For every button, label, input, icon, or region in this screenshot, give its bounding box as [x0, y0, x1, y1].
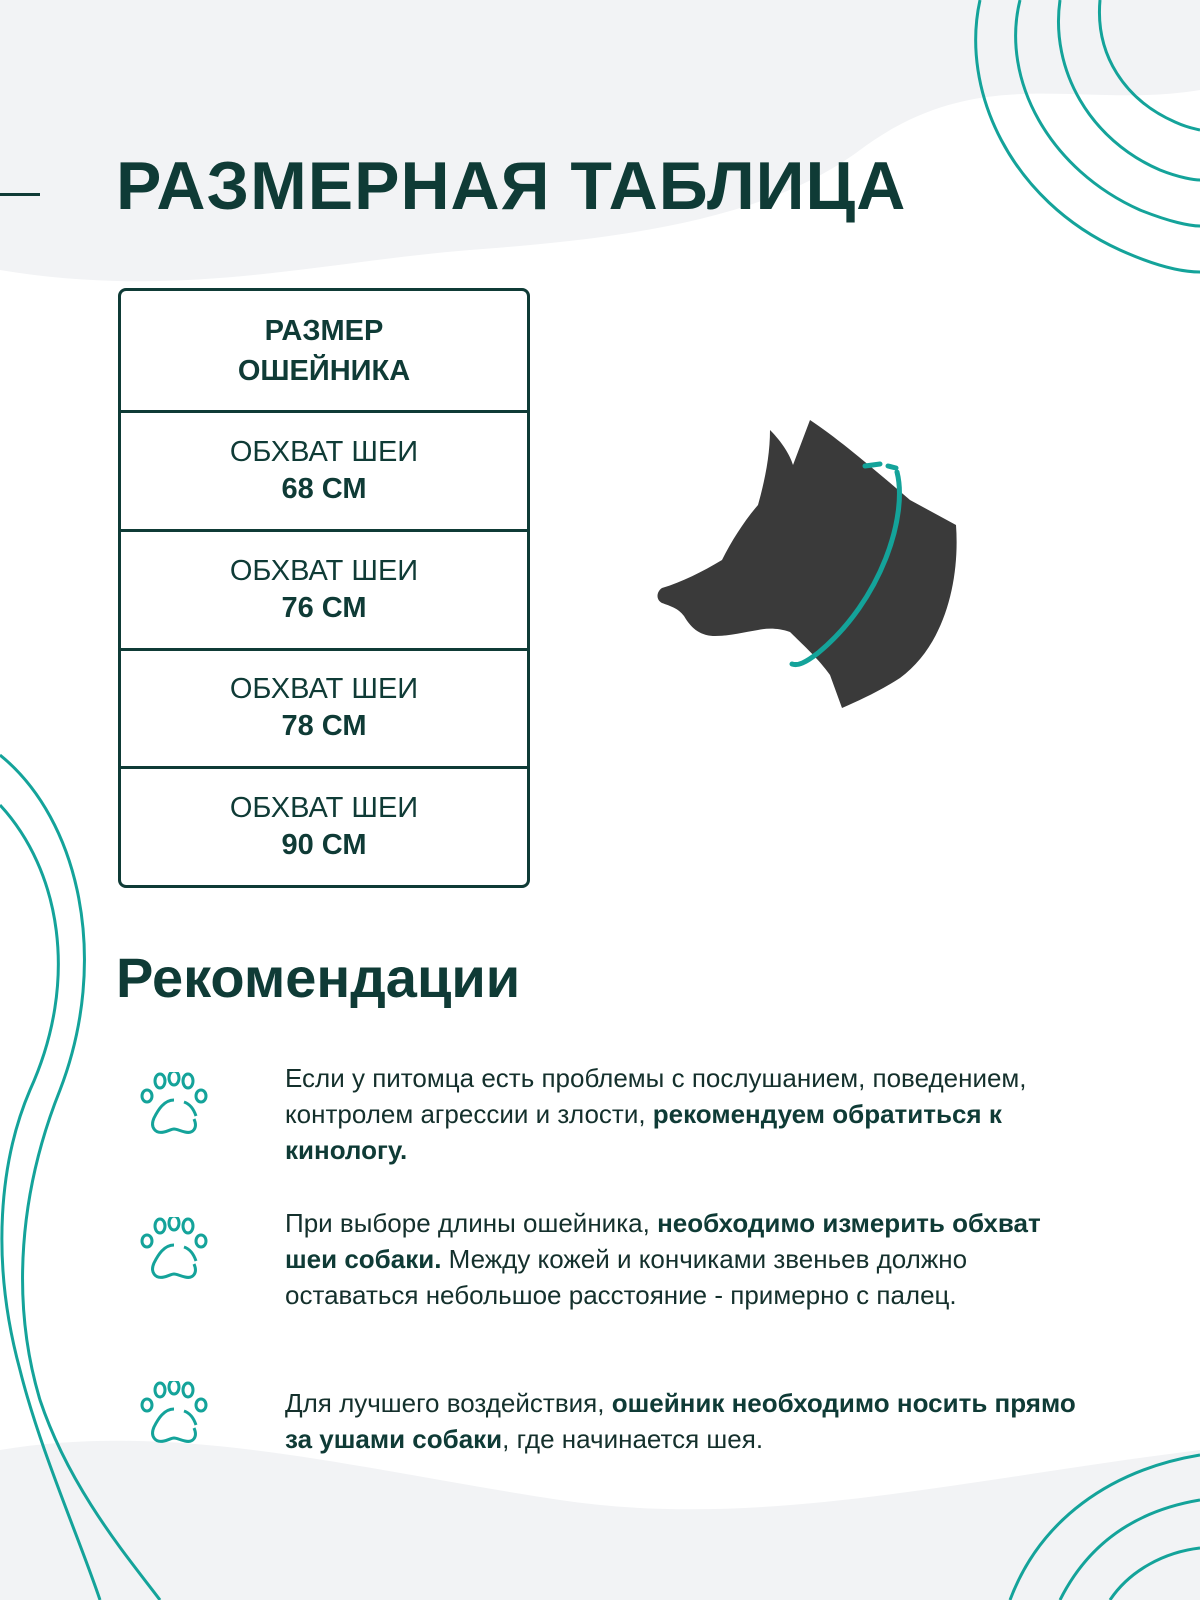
recommendation-text-bold: ошейник необходимо носить прямо за ушами собаки	[285, 1388, 1076, 1454]
recommendation-text	[285, 1385, 1095, 1457]
row-value: 68 СМ	[281, 472, 367, 505]
page-title: РАЗМЕРНАЯ ТАБЛИЦА	[116, 148, 907, 224]
table-header	[121, 291, 527, 413]
paw-icon	[140, 1381, 208, 1447]
size-table	[118, 288, 530, 888]
row-label: ОБХВАТ ШЕИ	[229, 435, 419, 468]
row-label: ОБХВАТ ШЕИ	[229, 792, 419, 825]
row-value: 76 СМ	[281, 591, 367, 624]
table-row	[121, 532, 527, 651]
table-row	[121, 651, 527, 770]
row-value: 90 СМ	[281, 829, 367, 862]
table-row	[121, 413, 527, 532]
table-header-line2: ОШЕЙНИКА	[237, 354, 411, 387]
recommendation-text-regular: , где начинается шея.	[502, 1424, 764, 1454]
table-row	[121, 769, 527, 885]
dog-head-illustration	[650, 420, 990, 730]
paw-icon	[140, 1072, 208, 1138]
row-label: ОБХВАТ ШЕИ	[229, 673, 419, 706]
recommendation-text-bold: рекомендуем обратиться к кинологу.	[285, 1099, 1002, 1165]
paw-icon	[140, 1217, 208, 1283]
recommendation-text-regular: Если у питомца есть проблемы с послушанием, поведением, контролем агрессии и злости,	[285, 1063, 1027, 1129]
title-dash	[0, 193, 40, 196]
recommendation-text-regular: Для лучшего воздействия,	[285, 1388, 612, 1418]
background-blob-top	[0, 0, 1200, 281]
recommendations-title: Рекомендации	[116, 946, 521, 1009]
row-value: 78 СМ	[281, 710, 367, 743]
recommendation-text-bold: необходимо измерить обхват шеи собаки.	[285, 1208, 1041, 1274]
recommendation-text-regular: При выборе длины ошейника,	[285, 1208, 658, 1238]
recommendation-text-regular: Между кожей и кончиками звеньев должно оставаться небольшое расстояние - примерно с палец.	[285, 1244, 968, 1310]
dog-silhouette	[658, 420, 957, 708]
recommendation-text	[285, 1060, 1095, 1168]
recommendation-text	[285, 1205, 1095, 1313]
table-header-line1: РАЗМЕР	[264, 314, 384, 347]
row-label: ОБХВАТ ШЕИ	[229, 554, 419, 587]
